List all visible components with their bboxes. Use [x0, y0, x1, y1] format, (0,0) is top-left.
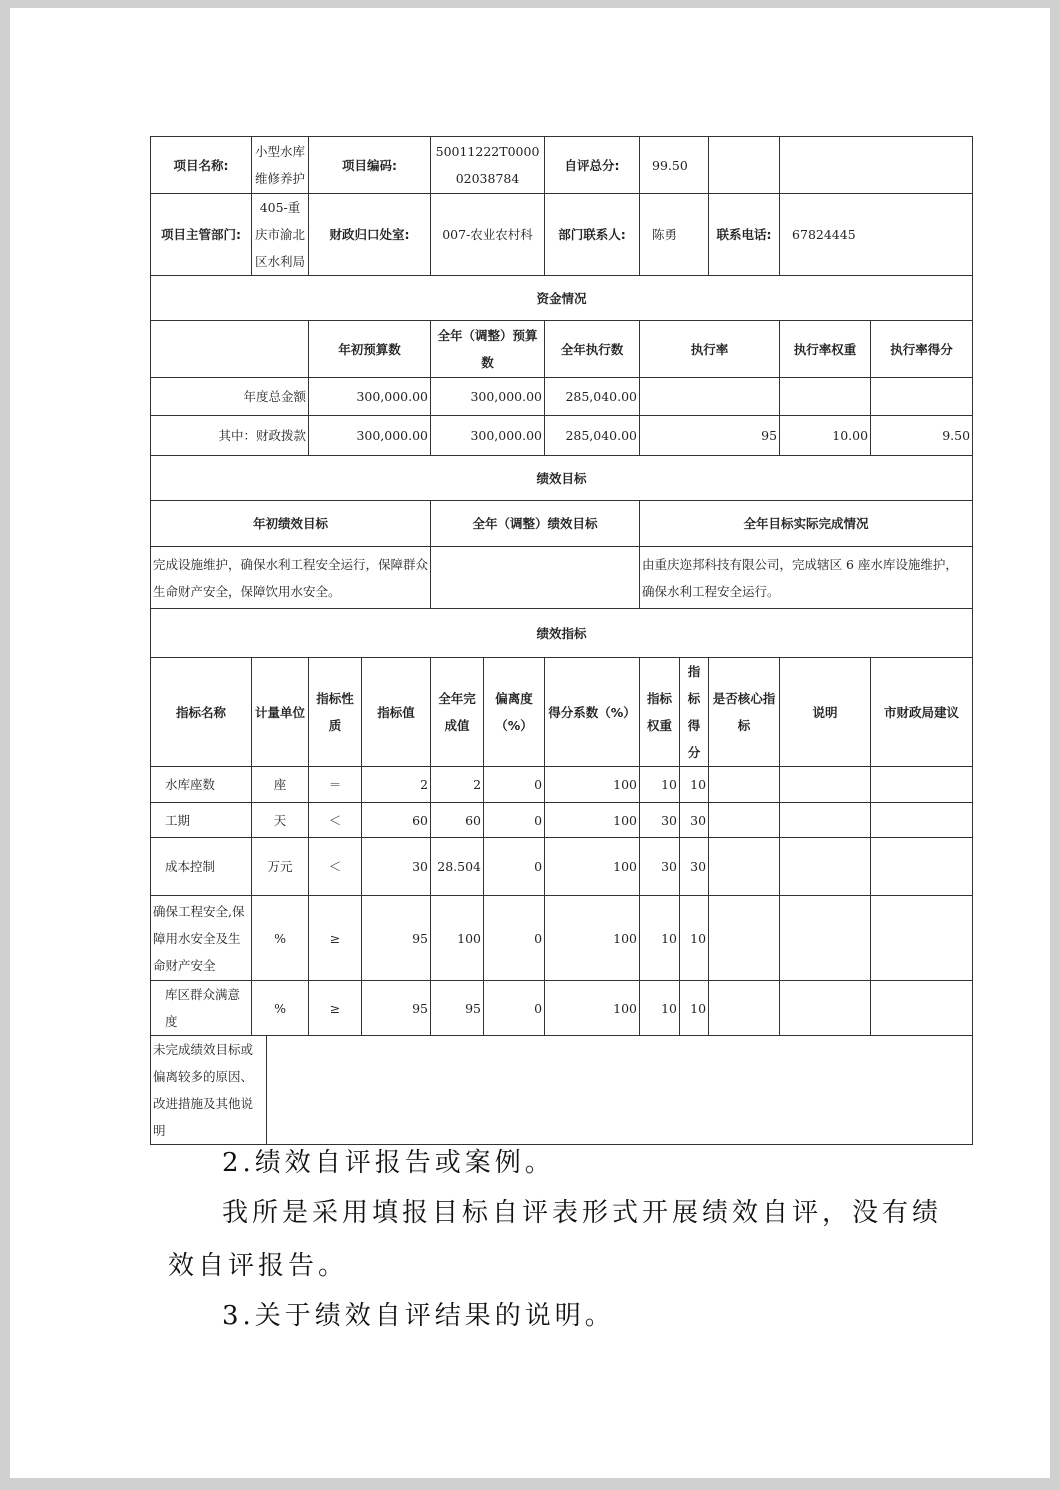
indicator-suggestion [871, 767, 973, 803]
indicator-header: 得分系数（%） [545, 658, 640, 767]
empty-cell [709, 137, 780, 194]
indicator-coefficient: 100 [545, 803, 640, 838]
funds-header: 执行率 [640, 321, 780, 378]
goal-adjusted [431, 547, 640, 609]
indicator-done: 95 [431, 981, 484, 1036]
funds-budget: 300,000.00 [309, 378, 431, 416]
empty-cell [780, 137, 973, 194]
funds-row-label: 年度总金额 [151, 378, 309, 416]
indicator-core [709, 838, 780, 896]
indicator-score: 30 [680, 803, 709, 838]
indicator-row [151, 803, 973, 838]
indicator-core [709, 767, 780, 803]
indicator-row [151, 838, 973, 896]
unfinished-note-label: 未完成绩效目标或偏离较多的原因、改进措施及其他说明 [151, 1036, 267, 1145]
score-label: 自评总分: [545, 137, 640, 194]
indicator-value: 60 [362, 803, 431, 838]
funds-weight: 10.00 [780, 416, 871, 456]
indicator-unit: % [252, 981, 309, 1036]
indicator-row [151, 767, 973, 803]
project-code: 50011222T000002038784 [431, 137, 545, 194]
indicator-header: 指标名称 [151, 658, 252, 767]
indicator-unit: 座 [252, 767, 309, 803]
indicator-note [780, 896, 871, 981]
indicator-suggestion [871, 896, 973, 981]
indicator-name: 确保工程安全,保障用水安全及生命财产安全 [151, 896, 252, 981]
indicator-score: 10 [680, 767, 709, 803]
indicator-header: 说明 [780, 658, 871, 767]
indicator-done: 60 [431, 803, 484, 838]
indicator-header: 指标权重 [640, 658, 680, 767]
funds-row [151, 378, 973, 416]
indicator-row [151, 981, 973, 1036]
dept: 405-重庆市渝北区水利局 [252, 194, 309, 276]
indicator-score: 30 [680, 838, 709, 896]
indicator-header: 市财政局建议 [871, 658, 973, 767]
indicator-done: 28.504 [431, 838, 484, 896]
indicator-header: 是否核心指标 [709, 658, 780, 767]
indicator-score: 10 [680, 981, 709, 1036]
contact-label: 部门联系人: [545, 194, 640, 276]
unfinished-note [267, 1036, 973, 1145]
indicator-coefficient: 100 [545, 767, 640, 803]
indicator-nature: ≥ [309, 981, 362, 1036]
section-heading-report: 2.绩效自评报告或案例。 [222, 1148, 555, 1178]
funds-header: 全年（调整）预算数 [431, 321, 545, 378]
indicator-weight: 10 [640, 767, 680, 803]
indicator-note [780, 981, 871, 1036]
indicator-suggestion [871, 803, 973, 838]
indicator-note [780, 838, 871, 896]
finance-office: 007-农业农村科 [431, 194, 545, 276]
indicator-nature: ＜ [309, 838, 362, 896]
project-name-label: 项目名称: [151, 137, 252, 194]
funds-row [151, 416, 973, 456]
section-funds-title: 资金情况 [151, 276, 973, 321]
indicator-header: 偏离度（%） [484, 658, 545, 767]
funds-adjusted: 300,000.00 [431, 378, 545, 416]
indicator-nature: ＜ [309, 803, 362, 838]
indicator-unit: 天 [252, 803, 309, 838]
project-code-label: 项目编码: [309, 137, 431, 194]
indicator-deviation: 0 [484, 838, 545, 896]
empty-cell [151, 321, 309, 378]
funds-adjusted: 300,000.00 [431, 416, 545, 456]
indicator-name: 工期 [151, 803, 252, 838]
goal-initial: 完成设施维护，确保水利工程安全运行，保障群众生命财产安全，保障饮用水安全。 [151, 547, 431, 609]
indicator-coefficient: 100 [545, 981, 640, 1036]
funds-header: 全年执行数 [545, 321, 640, 378]
section-indicators-title: 绩效指标 [151, 609, 973, 658]
goals-header: 全年目标实际完成情况 [640, 501, 973, 547]
indicator-value: 95 [362, 981, 431, 1036]
funds-budget: 300,000.00 [309, 416, 431, 456]
indicator-header: 全年完成值 [431, 658, 484, 767]
funds-score [871, 378, 973, 416]
indicator-suggestion [871, 838, 973, 896]
funds-rate: 95 [640, 416, 780, 456]
indicator-value: 95 [362, 896, 431, 981]
funds-executed: 285,040.00 [545, 378, 640, 416]
funds-header: 执行率权重 [780, 321, 871, 378]
indicator-nature: ≥ [309, 896, 362, 981]
indicator-coefficient: 100 [545, 838, 640, 896]
indicator-done: 100 [431, 896, 484, 981]
indicator-coefficient: 100 [545, 896, 640, 981]
indicator-deviation: 0 [484, 767, 545, 803]
dept-label: 项目主管部门: [151, 194, 252, 276]
funds-weight [780, 378, 871, 416]
self-evaluation-table [150, 136, 973, 1145]
phone-number: 67824445 [780, 194, 973, 276]
indicator-weight: 10 [640, 981, 680, 1036]
indicator-header: 指标性质 [309, 658, 362, 767]
indicator-name: 成本控制 [151, 838, 252, 896]
indicator-unit: % [252, 896, 309, 981]
section-goals-title: 绩效目标 [151, 456, 973, 501]
goal-actual: 由重庆迩邦科技有限公司，完成辖区 6 座水库设施维护，确保水利工程安全运行。 [640, 547, 973, 609]
indicator-deviation: 0 [484, 981, 545, 1036]
funds-header: 年初预算数 [309, 321, 431, 378]
indicator-row [151, 896, 973, 981]
indicator-value: 30 [362, 838, 431, 896]
indicator-deviation: 0 [484, 896, 545, 981]
indicator-done: 2 [431, 767, 484, 803]
contact-person: 陈勇 [640, 194, 709, 276]
indicator-value: 2 [362, 767, 431, 803]
indicator-core [709, 803, 780, 838]
indicator-suggestion [871, 981, 973, 1036]
indicator-name: 水库座数 [151, 767, 252, 803]
indicator-core [709, 981, 780, 1036]
indicator-weight: 30 [640, 803, 680, 838]
indicator-nature: ＝ [309, 767, 362, 803]
goals-header: 全年（调整）绩效目标 [431, 501, 640, 547]
indicator-weight: 10 [640, 896, 680, 981]
indicator-header: 指标得分 [680, 658, 709, 767]
indicator-deviation: 0 [484, 803, 545, 838]
paragraph-report-cont: 效自评报告。 [168, 1251, 349, 1281]
funds-header: 执行率得分 [871, 321, 973, 378]
indicator-header: 指标值 [362, 658, 431, 767]
indicator-weight: 30 [640, 838, 680, 896]
indicator-score: 10 [680, 896, 709, 981]
indicator-note [780, 767, 871, 803]
goals-header: 年初绩效目标 [151, 501, 431, 547]
paragraph-report: 我所是采用填报目标自评表形式开展绩效自评，没有绩 [222, 1198, 943, 1228]
section-heading-result: 3.关于绩效自评结果的说明。 [222, 1301, 615, 1331]
indicator-unit: 万元 [252, 838, 309, 896]
indicator-name: 库区群众满意度 [151, 981, 252, 1036]
phone-label: 联系电话: [709, 194, 780, 276]
project-name: 小型水库维修养护 [252, 137, 309, 194]
funds-executed: 285,040.00 [545, 416, 640, 456]
indicator-note [780, 803, 871, 838]
finance-label: 财政归口处室: [309, 194, 431, 276]
funds-row-label: 其中：财政拨款 [151, 416, 309, 456]
funds-rate [640, 378, 780, 416]
indicator-core [709, 896, 780, 981]
total-score: 99.50 [640, 137, 709, 194]
funds-score: 9.50 [871, 416, 973, 456]
indicator-header: 计量单位 [252, 658, 309, 767]
